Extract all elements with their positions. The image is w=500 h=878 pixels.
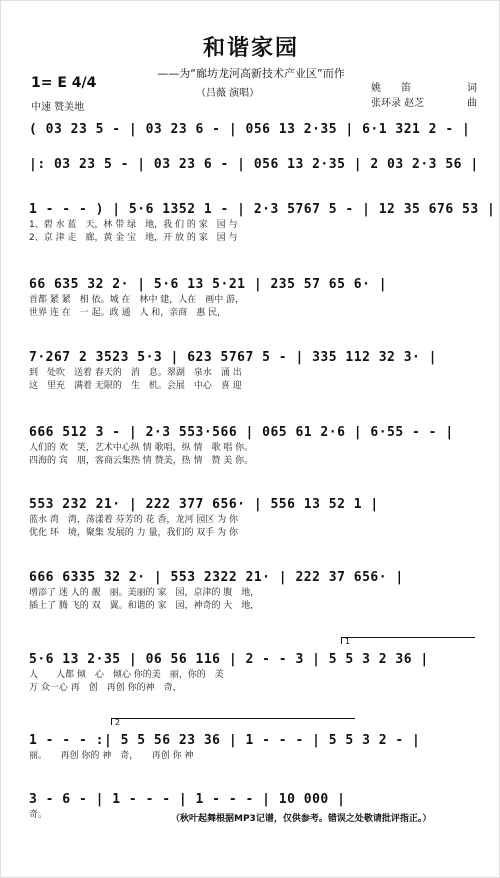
credit-role: 词	[467, 83, 477, 94]
notation-line: 553 232 21· | 222 377 656· | 556 13 52 1 |	[29, 497, 379, 512]
notation-line: |: 03 23 5 - | 03 23 6 - | 056 13 2·35 | 2 03 2·3 56 |	[29, 157, 479, 172]
notation-line: 7·267 2 3523 5·3 | 623 5767 5 - | 335 112 32 3· |	[29, 350, 438, 365]
lyric-verse-2: 四海的 宾 朋，客商云集热 情 赞美，热 情 赞 美 你。	[29, 456, 254, 466]
lyric-verse-1: 增添了 迷 人的 靓 丽。美丽的 家 园，京津的 腹 地，	[29, 588, 260, 598]
lyric-verse-2: 插上了 腾 飞的 双 翼。和谐的 家 园，神奇的 大 地，	[29, 601, 260, 611]
score-system-6	[29, 424, 473, 468]
volta-label: 1	[345, 637, 351, 646]
lyric-verse-1: 丽。 再创 你的 神 奇， 再创 你 神	[29, 751, 194, 761]
score-system-10	[29, 732, 473, 763]
lyric-verse-1: 蓝水 湾 湾，荡漾着 芬芳的 花 香，龙河 园区 为 你	[29, 515, 239, 525]
score-system-1	[29, 121, 473, 139]
credit-name: 姚 笛	[371, 83, 411, 94]
notation-line: 5·6 13 2·35 | 06 56 116 | 2 - - 3 | 5 5 3 2 36 |	[29, 652, 429, 667]
key-signature: 1= E 4/4	[31, 75, 97, 91]
score-system-9	[29, 651, 473, 695]
volta-bracket-2	[111, 718, 355, 725]
notation-line: 666 6335 32 2· | 553 2322 21· | 222 37 656· |	[29, 570, 404, 585]
score-system-8	[29, 569, 473, 613]
volta-label: 2	[115, 718, 121, 727]
song-subtitle: ——为“廊坊龙河高新技术产业区”而作	[157, 67, 345, 80]
lyric-verse-2: 优化 环 境，聚集 发展的 力 量，我们的 双手 为 你	[29, 528, 239, 538]
score-system-7	[29, 496, 473, 540]
notation-line: 1 - - - :| 5 5 56 23 36 | 1 - - - | 5 5 3 2 - |	[29, 733, 421, 748]
singer-credit: （吕薇 演唱）	[196, 88, 260, 99]
score-system-4	[29, 276, 473, 320]
lyric-verse-1: 人 人都 倾 心 倾心 你的美 丽，你的 美	[29, 670, 224, 680]
credit-lyricist	[371, 81, 483, 96]
lyric-verse-2: 万 众一心 再 创 再创 你的神 奇，	[29, 683, 182, 693]
lyric-verse-1: 首都 紧 紧 相 依。城 在 林中 建，人在 画中 游，	[29, 295, 245, 305]
song-title: 和谐家园	[202, 36, 299, 61]
score-system-3	[29, 201, 496, 245]
lyric-verse-2: 世界 连 在 一 起。政 通 人 和，亲商 惠 民，	[29, 308, 227, 318]
score-system-2	[29, 156, 479, 174]
tempo-marking: 中速 赞美地	[31, 102, 85, 113]
credits	[371, 81, 483, 111]
lyric-verse-1: 到 处吹 送着 春天的 消 息。翠湖 泉水 涌 出	[29, 368, 242, 378]
lyric-verse-1: 1、碧 水 蓝 天，林 带 绿 地，我 们 的 家 园 与	[29, 220, 238, 230]
notation-line: 1 - - - ) | 5·6 1352 1 - | 2·3 5767 5 - | 12 35 676 53 |	[29, 202, 496, 217]
lyric-verse-2: 这 里充 满着 无限的 生 机。会展 中心 喜 迎	[29, 381, 242, 391]
volta-bracket-1	[341, 637, 475, 644]
lyric-verse-1: 人们的 欢 笑，艺术中心纵 情 歌唱，纵 情 歌 唱 你。	[29, 443, 254, 453]
transcriber-footnote: （秋叶起舞根据MP3记谱，仅供参考。错误之处敬请批评指正。）	[171, 814, 432, 824]
credit-composer	[371, 96, 483, 111]
notation-line: 666 512 3 - | 2·3 553·566 | 065 61 2·6 | 6·55 - - |	[29, 425, 454, 440]
credit-name: 张环录 赵芝	[371, 98, 425, 109]
score-system-5	[29, 349, 473, 393]
notation-line: 3 - 6 - | 1 - - - | 1 - - - | 10 000 |	[29, 792, 346, 807]
lyric-verse-2: 2、京 津 走 廊，黄 金 宝 地，开 放 的 家 园 与	[29, 233, 238, 243]
notation-line: ( 03 23 5 - | 03 23 6 - | 056 13 2·35 | 6·1 321 2 - |	[29, 122, 471, 137]
credit-role: 曲	[467, 98, 477, 109]
notation-line: 66 635 32 2· | 5·6 13 5·21 | 235 57 65 6· |	[29, 277, 388, 292]
lyric-verse-1: 奇。	[29, 810, 48, 820]
